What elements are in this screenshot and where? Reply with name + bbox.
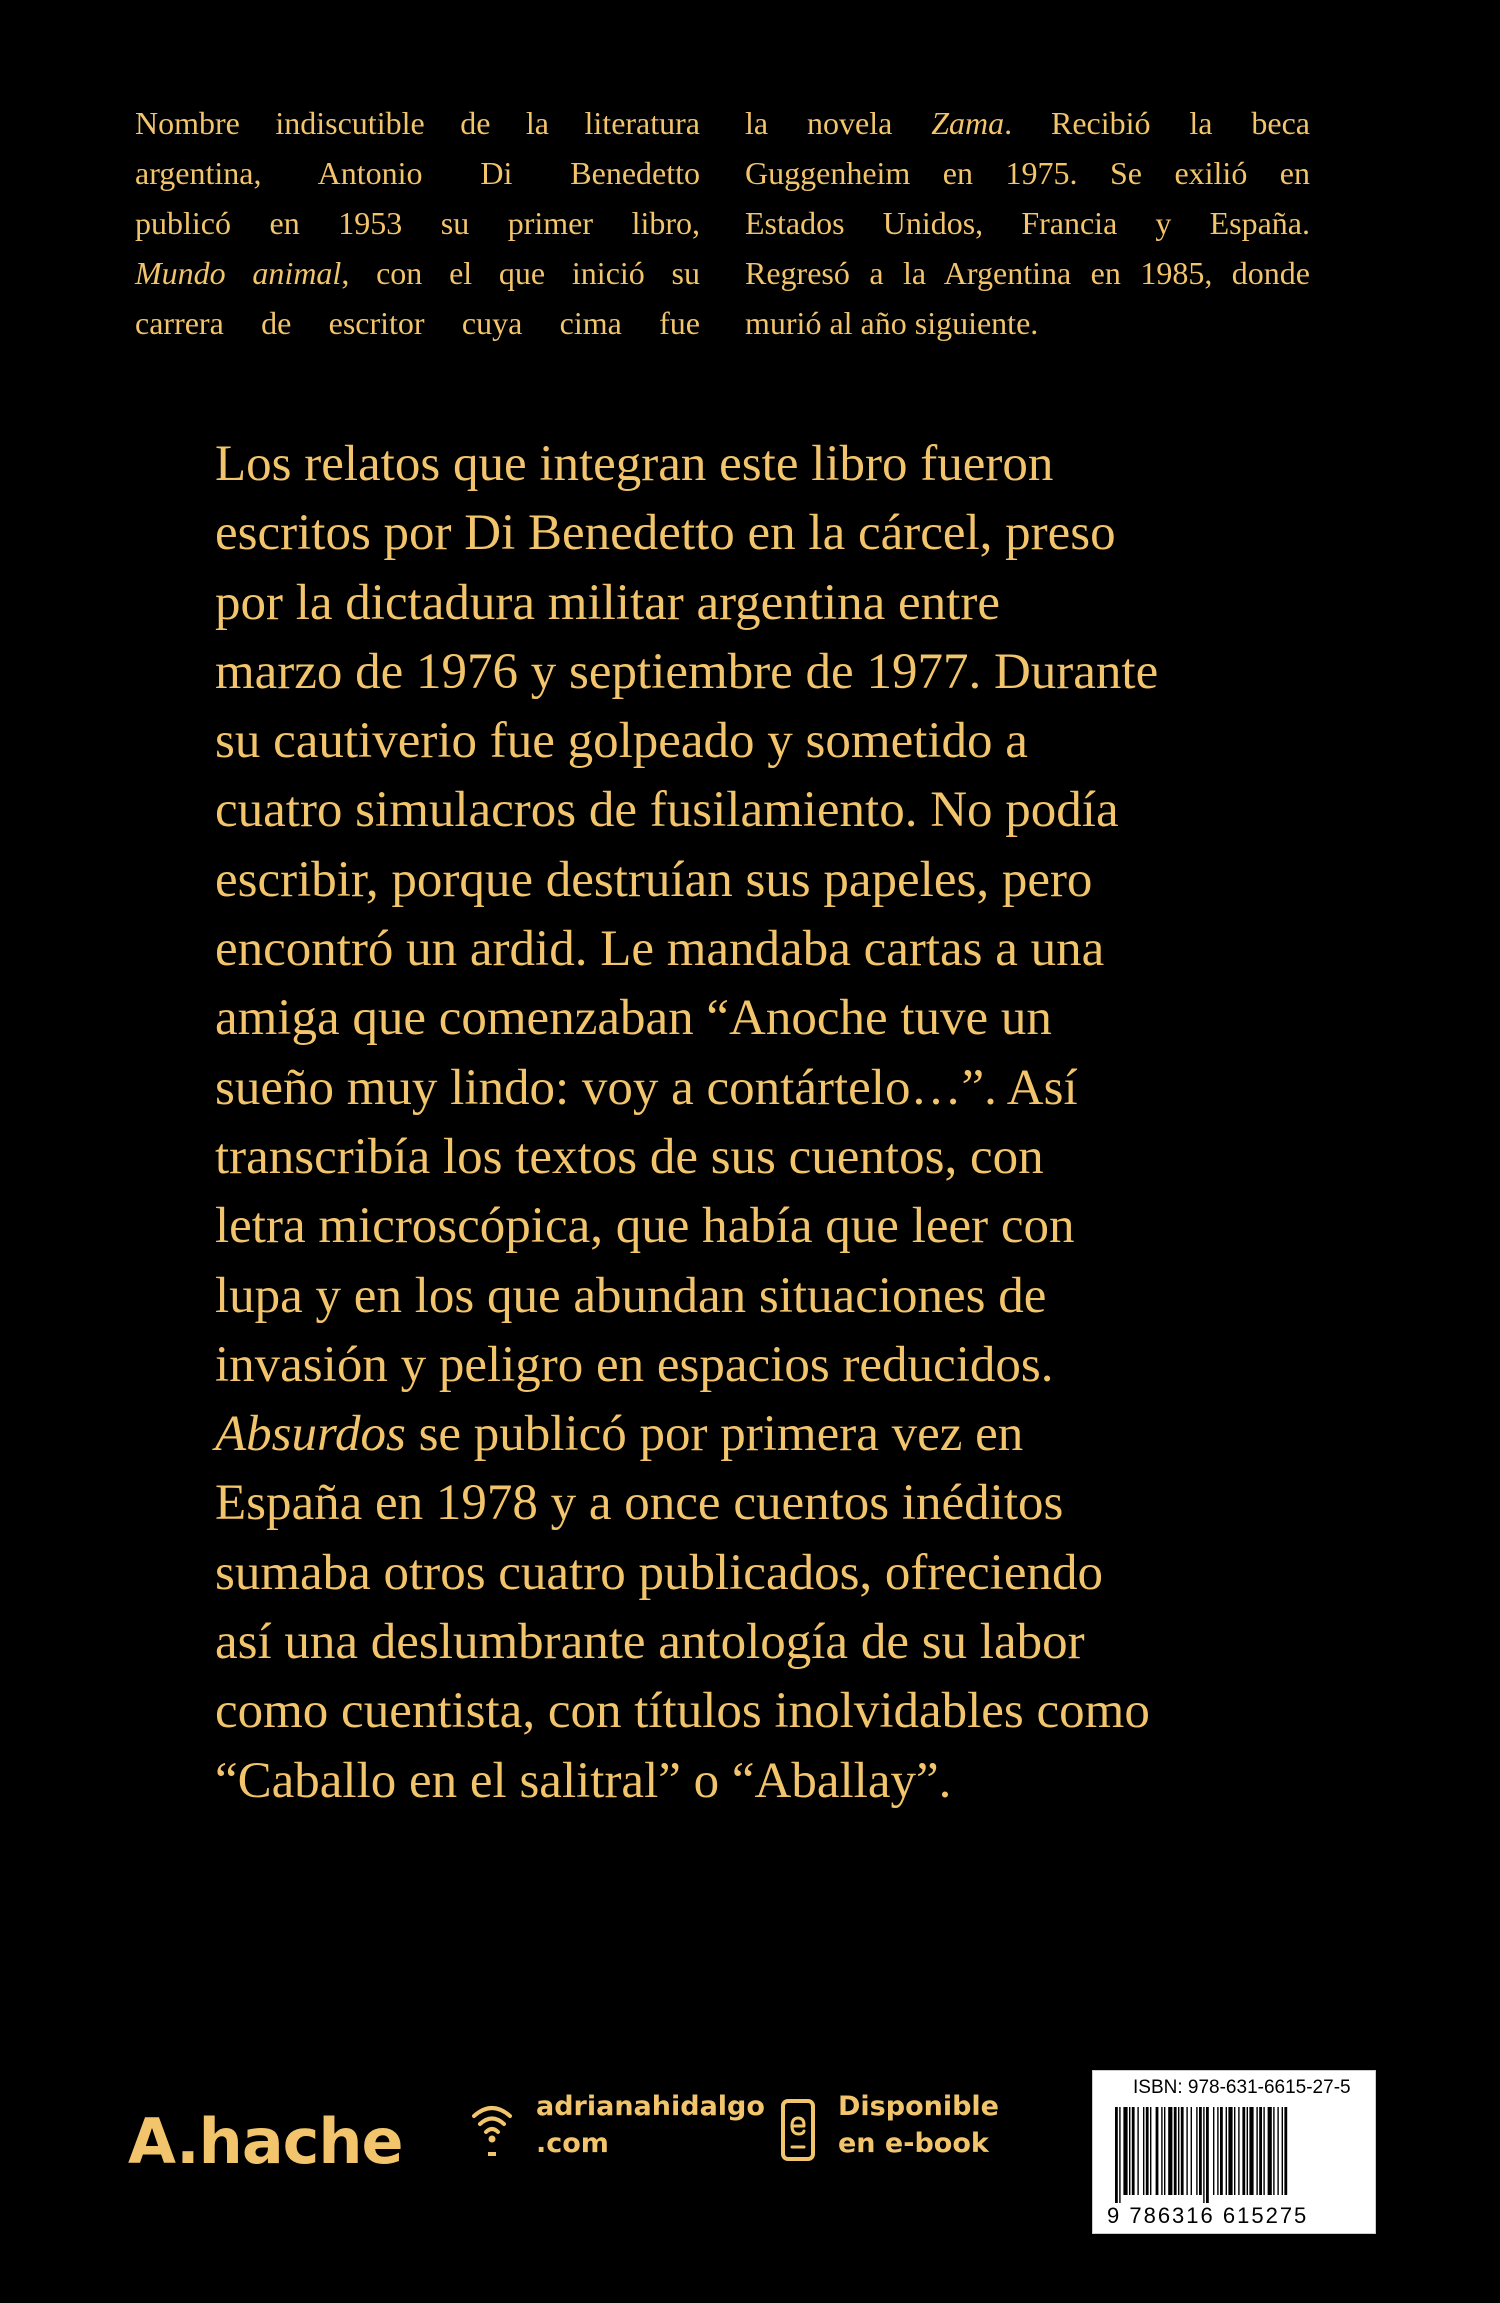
synopsis-line: así una deslumbrante antología de su labor bbox=[215, 1614, 1085, 1671]
isbn-barcode bbox=[1092, 2070, 1376, 2234]
bio-right-line-text: . Recibió la beca bbox=[1004, 105, 1311, 141]
barcode-bar bbox=[1203, 2107, 1204, 2203]
wifi-icon bbox=[470, 2098, 514, 2165]
bio-left-line: publicó en 1953 su primer libro, bbox=[135, 205, 700, 241]
website-tld: .com bbox=[536, 2128, 609, 2159]
barcode-bar bbox=[1161, 2107, 1162, 2195]
barcode-bar bbox=[1242, 2107, 1245, 2195]
barcode-digits: 9 786316 615275 bbox=[1107, 2203, 1309, 2228]
book-title-zama: Zama bbox=[931, 105, 1005, 141]
barcode-bar bbox=[1196, 2107, 1197, 2195]
bio-left-line: carrera de escritor cuya cima fue bbox=[135, 305, 700, 341]
publisher-logo: A.hache bbox=[128, 2105, 403, 2178]
website-domain: adrianahidalgo bbox=[536, 2091, 765, 2122]
synopsis-line: por la dictadura militar argentina entre bbox=[215, 574, 1000, 631]
synopsis-line: marzo de 1976 y septiembre de 1977. Durante bbox=[215, 643, 1159, 700]
bio-left-line: Nombre indiscutible de la literatura bbox=[135, 105, 700, 141]
barcode-bar bbox=[1263, 2107, 1264, 2195]
barcode-bar bbox=[1238, 2107, 1239, 2195]
synopsis-line: sueño muy lindo: voy a contártelo…”. Así bbox=[215, 1059, 1078, 1116]
barcode-bar bbox=[1247, 2107, 1248, 2195]
ebook-text bbox=[838, 2088, 999, 2162]
barcode-bar bbox=[1146, 2107, 1149, 2195]
barcode-bars bbox=[1101, 2107, 1367, 2203]
synopsis-line: como cuentista, con títulos inolvidables como bbox=[215, 1683, 1150, 1740]
barcode-bar bbox=[1129, 2107, 1130, 2195]
barcode-bar bbox=[1137, 2107, 1138, 2195]
barcode-bar bbox=[1273, 2107, 1274, 2195]
synopsis-line: amiga que comenzaban “Anoche tuve un bbox=[215, 990, 1052, 1047]
synopsis-line: sumaba otros cuatro publicados, ofreciendo bbox=[215, 1544, 1103, 1601]
barcode-bar bbox=[1249, 2107, 1253, 2195]
barcode-bar bbox=[1115, 2107, 1118, 2203]
barcode-bar bbox=[1150, 2107, 1151, 2195]
synopsis-line bbox=[215, 1400, 1275, 1469]
barcode-bar bbox=[1191, 2107, 1192, 2195]
bio-left-line: argentina, Antonio Di Benedetto bbox=[135, 155, 700, 191]
barcode-bar bbox=[1168, 2107, 1172, 2195]
author-bio-left-column bbox=[135, 98, 700, 348]
barcode-bar bbox=[1132, 2107, 1135, 2195]
synopsis-line: lupa y en los que abundan situaciones de bbox=[215, 1267, 1047, 1324]
barcode-bar bbox=[1178, 2107, 1179, 2195]
publisher-website[interactable] bbox=[470, 2088, 765, 2165]
barcode-bar bbox=[1119, 2107, 1120, 2203]
barcode-bar bbox=[1143, 2107, 1144, 2195]
bio-right-line: murió al año siguiente. bbox=[745, 305, 1039, 341]
synopsis-line: “Caballo en el salitral” o “Aballay”. bbox=[215, 1752, 952, 1809]
book-title-absurdos: Absurdos bbox=[215, 1406, 406, 1463]
synopsis-line: su cautiverio fue golpeado y sometido a bbox=[215, 713, 1028, 770]
bio-left-line bbox=[135, 248, 700, 298]
bio-right-line: Estados Unidos, Francia y España. bbox=[745, 205, 1310, 241]
website-text bbox=[536, 2088, 765, 2162]
barcode-bar bbox=[1228, 2107, 1232, 2195]
barcode-bar bbox=[1282, 2107, 1283, 2195]
barcode-bar bbox=[1268, 2107, 1272, 2195]
barcode-bar bbox=[1256, 2107, 1257, 2195]
author-bio-right-column bbox=[745, 98, 1310, 348]
barcode-bar bbox=[1156, 2107, 1159, 2195]
bio-right-line bbox=[745, 98, 1310, 148]
synopsis-line: cuatro simulacros de fusilamiento. No podía bbox=[215, 782, 1119, 839]
barcode-bar bbox=[1174, 2107, 1177, 2195]
barcode-bar bbox=[1217, 2107, 1218, 2195]
barcode-bar bbox=[1234, 2107, 1235, 2195]
bio-right-line-text: la novela bbox=[745, 105, 932, 141]
ebook-availability bbox=[780, 2088, 999, 2167]
barcode-bar bbox=[1199, 2107, 1202, 2195]
synopsis-line: invasión y peligro en espacios reducidos. bbox=[215, 1336, 1054, 1393]
barcode-bar bbox=[1206, 2107, 1209, 2203]
isbn-label: ISBN: 978-631-6615-27-5 bbox=[1133, 2077, 1351, 2098]
bio-right-line: Guggenheim en 1975. Se exilió en bbox=[745, 155, 1310, 191]
synopsis-line: España en 1978 y a once cuentos inéditos bbox=[215, 1475, 1064, 1532]
book-synopsis bbox=[215, 430, 1275, 1816]
synopsis-line: letra microscópica, que había que leer con bbox=[215, 1198, 1075, 1255]
synopsis-line: escribir, porque destruían sus papeles, pero bbox=[215, 851, 1093, 908]
barcode-bar bbox=[1259, 2107, 1262, 2195]
ebook-reader-icon bbox=[780, 2098, 816, 2167]
barcode-bar bbox=[1220, 2107, 1223, 2195]
bio-left-line-text: , con el que inició su bbox=[341, 255, 701, 291]
synopsis-line: transcribía los textos de sus cuentos, con bbox=[215, 1128, 1044, 1185]
ebook-line-2: en e-book bbox=[838, 2128, 989, 2159]
synopsis-line: encontró un ardid. Le mandaba cartas a una bbox=[215, 921, 1105, 978]
synopsis-line: escritos por Di Benedetto en la cárcel, preso bbox=[215, 505, 1116, 562]
synopsis-line-text: se publicó por primera vez en bbox=[405, 1406, 1024, 1463]
ebook-line-1: Disponible bbox=[838, 2091, 999, 2122]
barcode-bar bbox=[1164, 2107, 1165, 2195]
synopsis-line: Los relatos que integran este libro fueron bbox=[215, 436, 1054, 492]
back-cover-footer bbox=[0, 2060, 1500, 2260]
barcode-bar bbox=[1284, 2107, 1287, 2195]
barcode-bar bbox=[1277, 2107, 1278, 2195]
barcode-bar bbox=[1123, 2107, 1127, 2195]
barcode-bar bbox=[1226, 2107, 1227, 2195]
barcode-bar bbox=[1181, 2107, 1184, 2195]
book-title-mundo-animal: Mundo animal bbox=[135, 255, 342, 291]
barcode-bar bbox=[1213, 2107, 1214, 2195]
bio-right-line: Regresó a la Argentina en 1985, donde bbox=[745, 255, 1310, 291]
barcode-bar bbox=[1186, 2107, 1187, 2195]
